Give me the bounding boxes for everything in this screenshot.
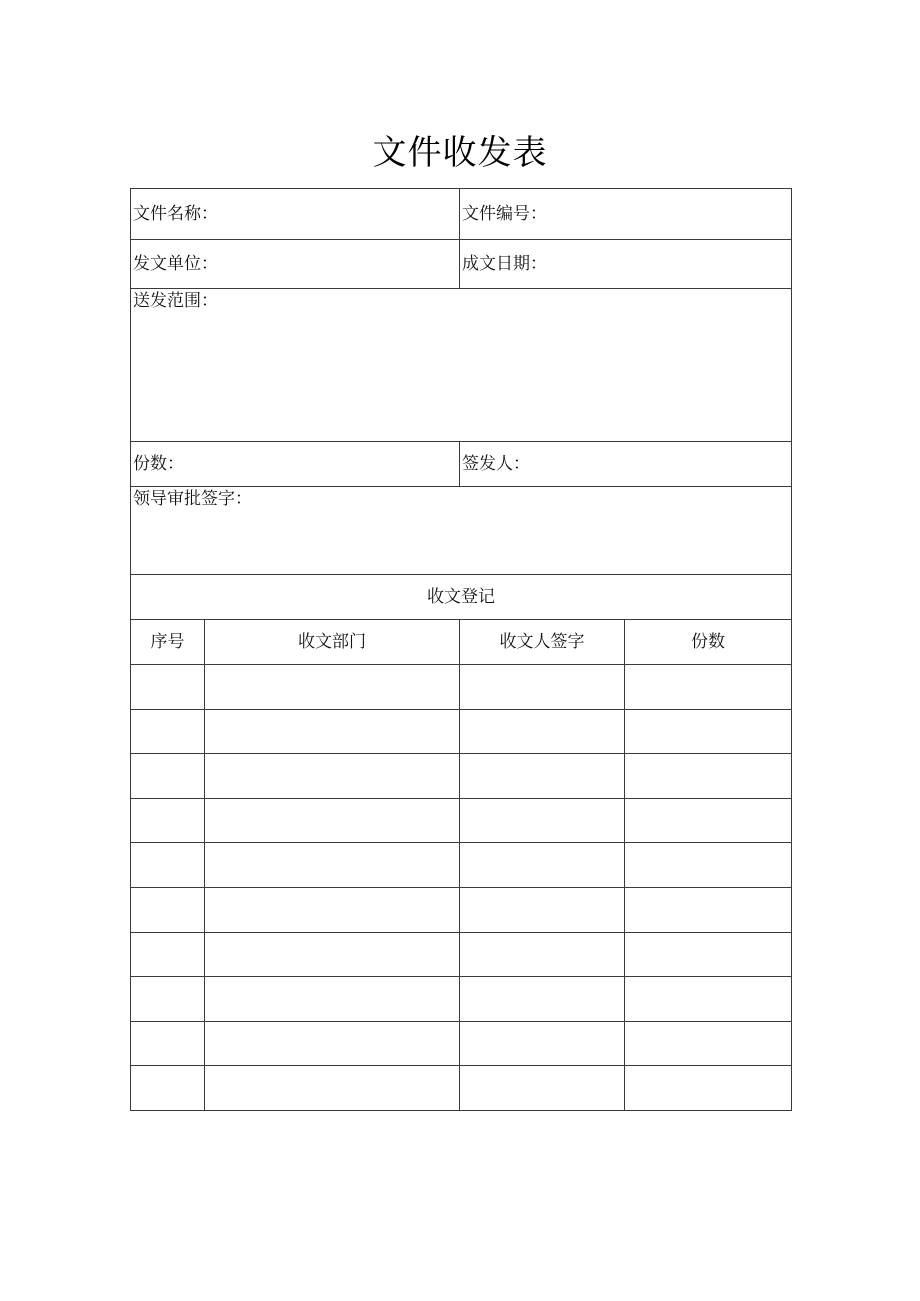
serial-cell [131,665,205,710]
serial-cell [131,754,205,799]
registration-row [131,977,792,1022]
signer-field: 签发人： [460,442,792,487]
serial-cell [131,977,205,1022]
serial-cell [131,709,205,754]
copies-cell [625,887,792,932]
column-header-signature: 收文人签字 [460,620,625,665]
registration-row [131,1066,792,1111]
copies-field: 份数： [131,442,460,487]
form-row-approval [131,487,792,575]
copies-cell [625,709,792,754]
signature-cell [460,887,625,932]
department-cell [205,754,460,799]
copies-cell [625,932,792,977]
serial-cell [131,798,205,843]
registration-row [131,887,792,932]
serial-cell [131,887,205,932]
serial-cell [131,1021,205,1066]
registration-row [131,709,792,754]
dispatch-form-table [130,188,792,1111]
copies-cell [625,754,792,799]
copies-cell [625,1021,792,1066]
signature-cell [460,798,625,843]
copies-cell [625,977,792,1022]
column-header-department: 收文部门 [205,620,460,665]
signature-cell [460,1021,625,1066]
department-cell [205,843,460,888]
signature-cell [460,843,625,888]
leader-approval-field: 领导审批签字： [131,487,792,575]
signature-cell [460,1066,625,1111]
department-cell [205,798,460,843]
column-header-copies: 份数 [625,620,792,665]
serial-cell [131,1066,205,1111]
registration-row [131,798,792,843]
registration-heading: 收文登记 [131,575,792,620]
department-cell [205,977,460,1022]
copies-cell [625,798,792,843]
serial-cell [131,843,205,888]
page-title: 文件收发表 [372,133,548,173]
department-cell [205,665,460,710]
registration-row [131,932,792,977]
registration-row [131,1021,792,1066]
registration-heading-row [131,575,792,620]
department-cell [205,932,460,977]
distribution-scope-field: 送发范围： [131,289,792,442]
form-row-unit-date [131,240,792,289]
doc-name-field: 文件名称： [131,189,460,240]
signature-cell [460,709,625,754]
copies-cell [625,843,792,888]
registration-row [131,665,792,710]
doc-number-field: 文件编号： [460,189,792,240]
serial-cell [131,932,205,977]
copies-cell [625,665,792,710]
signature-cell [460,665,625,710]
department-cell [205,1021,460,1066]
date-written-field: 成文日期： [460,240,792,289]
registration-row [131,843,792,888]
column-header-serial: 序号 [131,620,205,665]
department-cell [205,709,460,754]
registration-row [131,754,792,799]
signature-cell [460,932,625,977]
department-cell [205,1066,460,1111]
department-cell [205,887,460,932]
signature-cell [460,754,625,799]
registration-header-row [131,620,792,665]
copies-cell [625,1066,792,1111]
form-row-name-number [131,189,792,240]
form-row-scope [131,289,792,442]
form-row-copies-signer [131,442,792,487]
signature-cell [460,977,625,1022]
issuing-unit-field: 发文单位： [131,240,460,289]
